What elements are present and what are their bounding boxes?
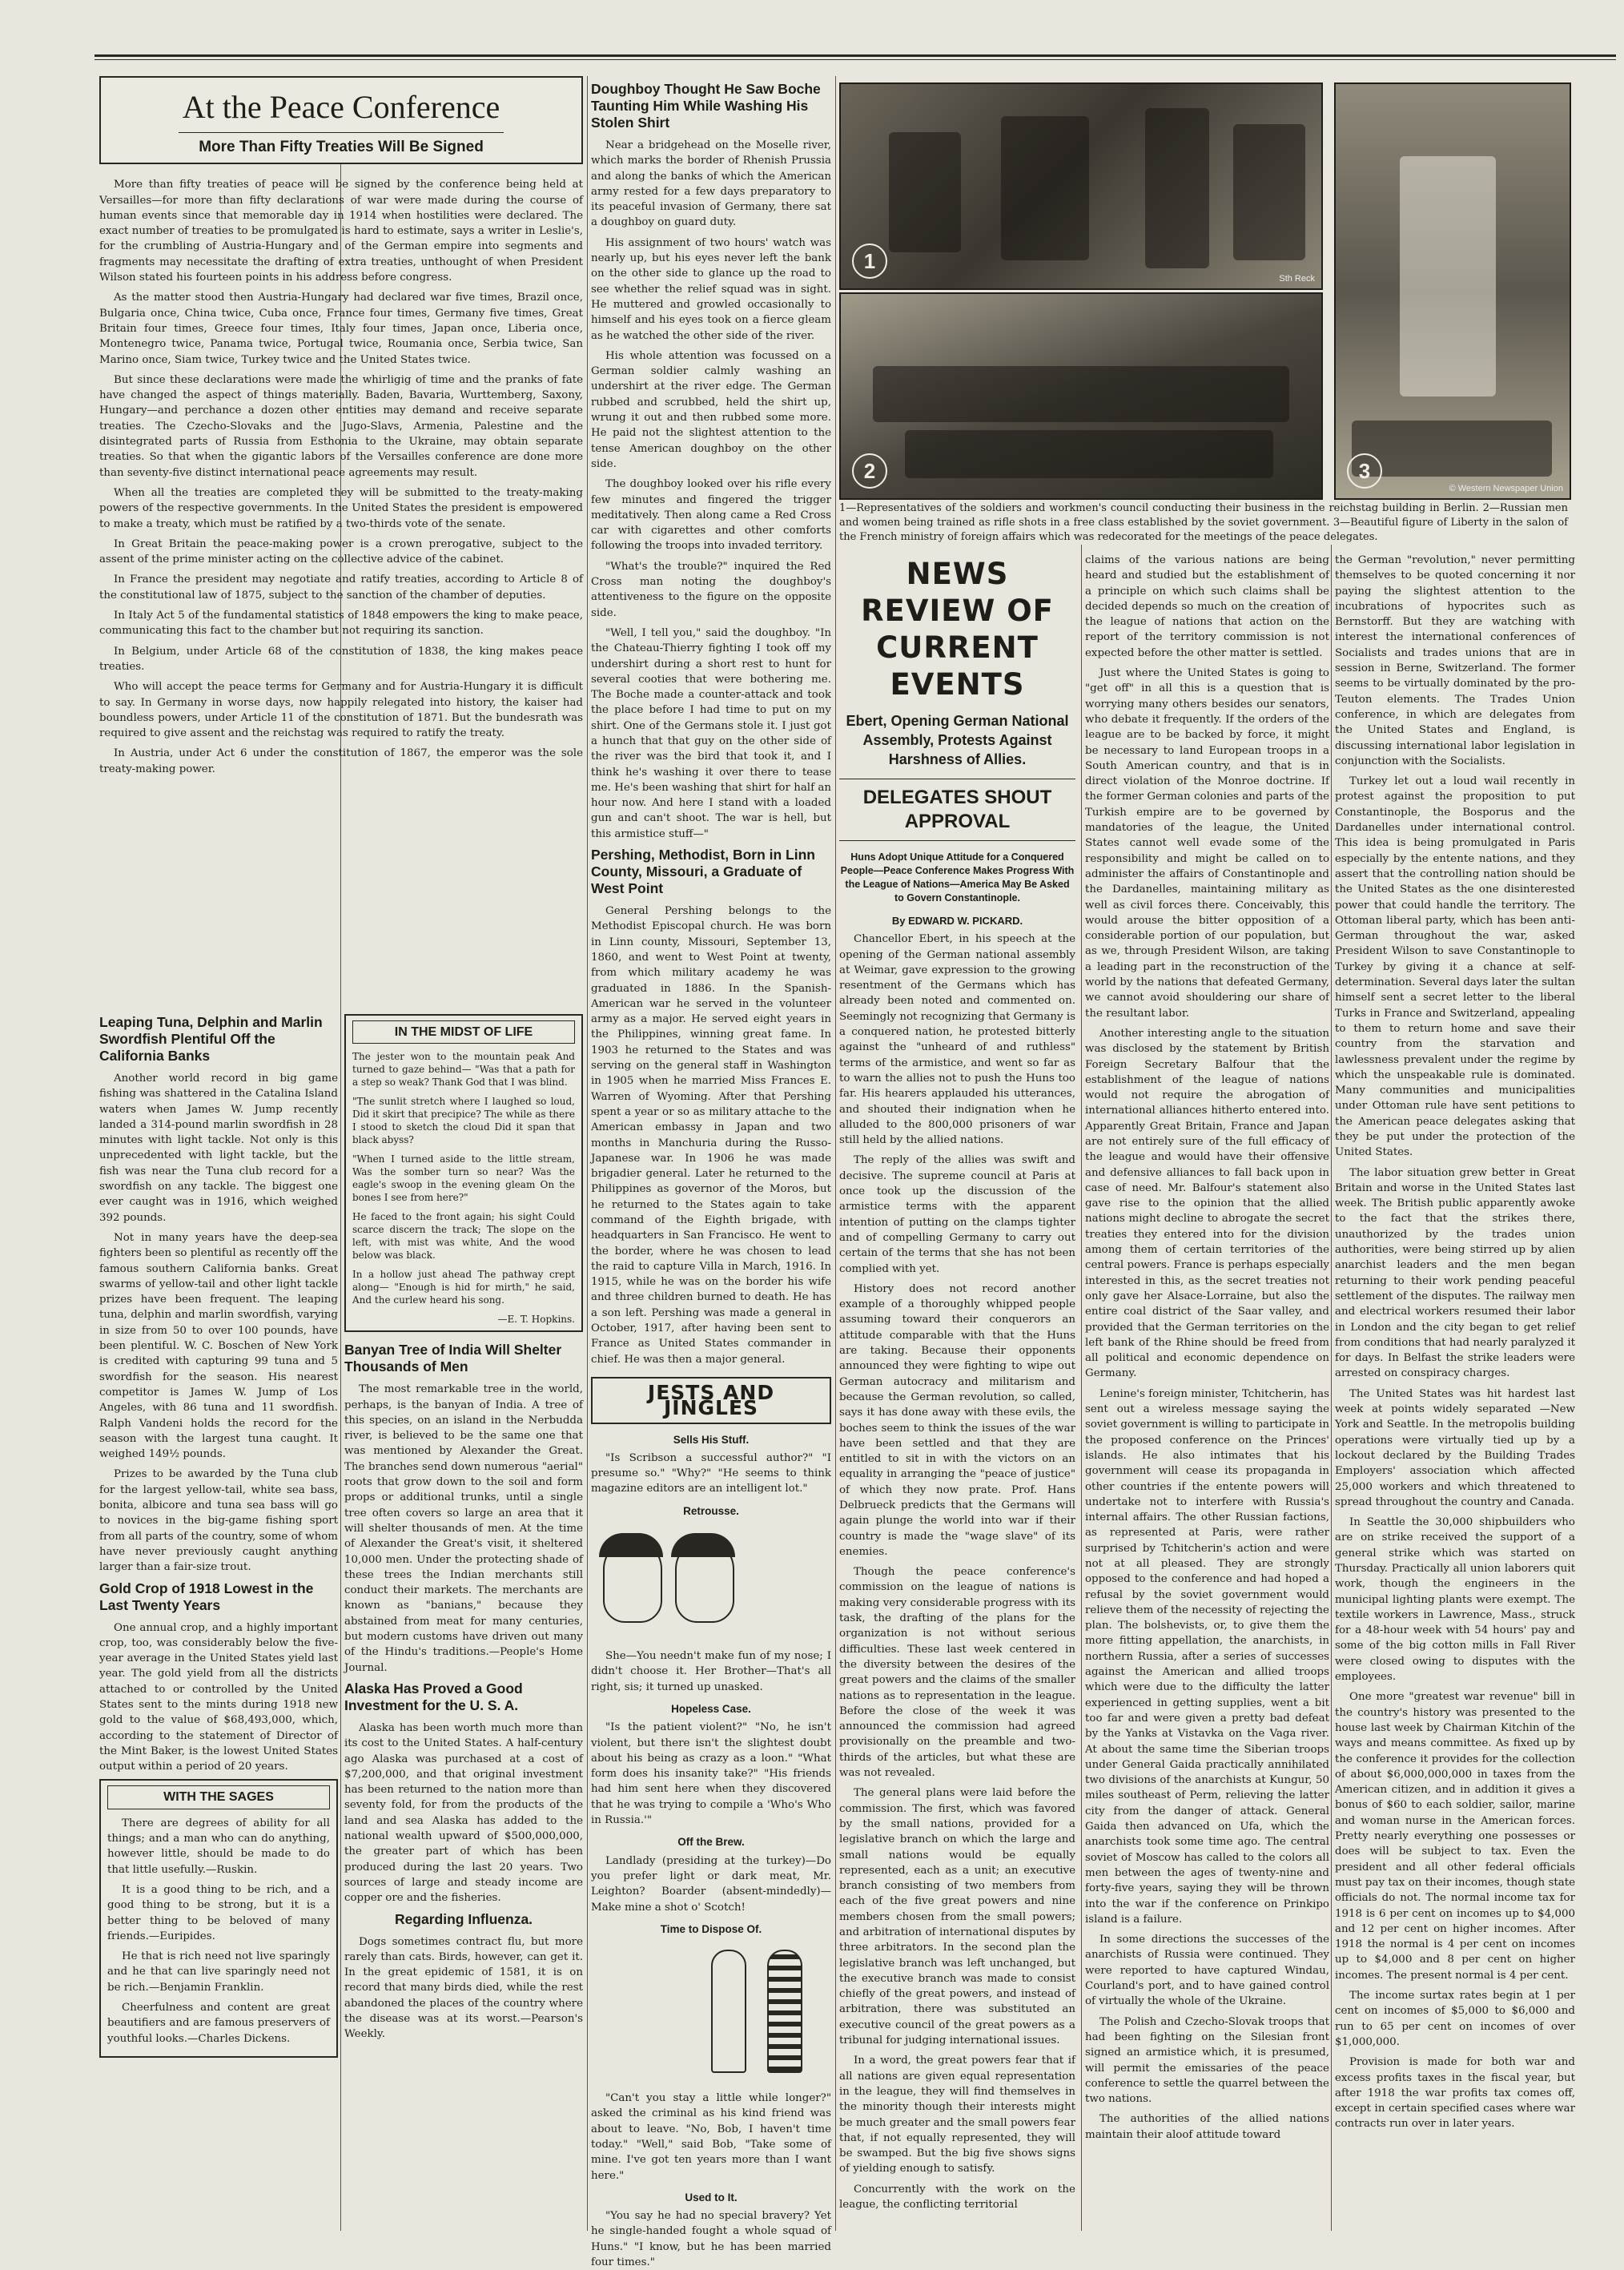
stanza: In a hollow just ahead The pathway crept along— "Enough is hid for mirth," he said, And the curlew heard his song. xyxy=(352,1269,575,1306)
paragraph: claims of the various nations are being heard and studied but the establishment of a principle on which such claims shall be decided depends so much on the creation of the league of nations that action on the report of the territory commission is not expected before the other matter is settled. xyxy=(1085,554,1329,659)
paragraph: More than fifty treaties of peace will be signed by the conference being held at Versailles—for more than fifty declarations of war were made during the course of human events since that memorable day in 1914 when hostilities were declared. The exact number of treaties to be promulgated is hard to estimate, says a writer in Leslie's, for the crumbling of Austria-Hungary and of the German empire into segments and fragments may necessitate the drafting of extra treaties, unthought of when President Wilson stated his fourteen points in his address before congress. xyxy=(99,179,583,284)
paragraph: The labor situation grew better in Great Britain and worse in the United States last week. The British public apparently awoke to the fact that the strikes there, unauthorized by the trades union authorities, were being stirred up by alien anarchist leaders and the men began returning to their work pending peaceful settlement of the disputes. The railway men and electrical workers resumed their labor in London and the city began to get relief from conditions that had nearly paralyzed it for days. In Belfast the strike leaders were arrested on conspiracy charges. xyxy=(1335,1166,1575,1380)
alaska-headline: Alaska Has Proved a Good Investment for the U. S. A. xyxy=(344,1680,523,1713)
paragraph: The United States was hit hardest last week at points widely separated —New York and Seattle. In the metropolis building operations were virtually tied up by a lockout declared by the Building Trades Employers' association which affected 25,000 workers and which threatened to spread throughout the country and Canada. xyxy=(1335,1387,1575,1508)
paragraph: In Austria, under Act 6 under the constitution of 1867, the emperor was the sole treaty-making power. xyxy=(99,747,583,775)
jest-head: Hopeless Case. xyxy=(671,1702,751,1715)
news-review-article xyxy=(839,553,1075,2231)
column-rule xyxy=(1081,545,1082,2231)
jest-head: Sells His Stuff. xyxy=(673,1433,750,1446)
quote: There are degrees of ability for all things; and a man who can do anything, however little, should be made to do that little usefully.—Ruskin. xyxy=(107,1817,330,1876)
paragraph: Turkey let out a loud wail recently in protest against the proposition to put Constantinople, the Bosporus and the Dardanelles under international control. This idea is being promulgated in Paris especially by the entente nations, and they assert that the controlling nation should be the United States as the one disinterested power that could handle the territory. The Ottoman liberal party, which has been anti-German throughout the war, asked President Wilson to save Constantinople to Turkey by giving it a chance at self-determination. Several days later the sultan himself sent a secret letter to the liberal Turks in France and Switzerland, appealing to them to return home and save their country from the starvation and lawlessness prevalent under the regime by which the unspeakable rule is dominated. Many communities and municipalities under Ottoman rule have sent petitions to the American peace delegates asking that they be put under the protection of the United States. xyxy=(1335,775,1575,1159)
news-review-masthead xyxy=(839,556,1075,703)
paragraph: History does not record another example of a thoroughly whipped people assuming toward their conquerors an attitude comparable with that the Huns are taking. Because their opponents announced they were fighting to wipe out German autocracy and militarism and because the German revolution, so called, says it has done away with these evils, the boches seem to think the issues of the war have been settled and that they are entitled to sit in with the victors on an equality in arranging the "peace of justice" of which they now prate. Prof. Hans Delbrueck predicts that the Germans will again plunge the world into war if their country is made the "wage slave" of its enemies. xyxy=(839,1282,1075,1558)
paragraph: His whole attention was focussed on a German soldier calmly washing an undershirt at the river edge. The German rubbed and scrubbed, held the shirt up, wrung it out and then rubbed some more. He paid not the slightest attention to the tense American doughboy on the other side. xyxy=(591,349,831,470)
peace-conference-dek: More Than Fifty Treaties Will Be Signed xyxy=(199,139,484,155)
peace-conference-body xyxy=(99,177,583,777)
photo-liberty xyxy=(1334,83,1571,500)
banyan-headline: Banyan Tree of India Will Shelter Thousands of Men xyxy=(344,1342,562,1375)
column-2-lower xyxy=(344,1009,583,2235)
paragraph: In some directions the successes of the anarchists of Russia were continued. They were reported to have captured Windau, Courland's port, and to have gained control of virtually the whole of the Ukraine. xyxy=(1085,1934,1329,2008)
masthead-line: NEWS REVIEW OF xyxy=(861,557,1054,628)
paragraph: When all the treaties are completed they will be submitted to the treaty-making powers of the respective governments. In the United States the president is empowered to make a treaty, which must be ratified by a two-thirds vote of the senate. xyxy=(99,486,583,530)
paragraph: Though the peace conference's commission on the league of nations is making very considerable progress with its task, the drafting of the plans for the organization is not without serious difficulties. These last week centered in the diversity between the desires of the great powers and the claims of the smaller nations as to representation in the league. Before the close of the week it was announced the commission had agreed provisionally on the preamble and two-thirds of the articles, but what these are was not revealed. xyxy=(839,1566,1075,1780)
jest-text: "You say he had no special bravery? Yet he single-handed fought a whole squad of Huns." "I know, but he has been married four times." xyxy=(591,2210,831,2269)
paragraph: Lenine's foreign minister, Tchitcherin, has sent out a wireless message saying the soviet government is willing to participate in the proposed conference on the Princes' islands. He also intimates that his government will cease its propaganda in other countries if the entente powers will undertake not to interfere with Russia's internal affairs. The other Russian factions, as represented at Paris, were rather surprised by Tchitcherin's action and were not at all pleased. They are strongly opposed to the conference and had hoped a refusal by the soviet government would relieve them of the necessity of rejecting the plan. The bolshevists, or, to give them the more fitting appellation, the anarchists, in northern Russia, after a series of successes against the American and allied troops which were due to the difficulty the latter experienced in getting supplies, went a bit too far and were given a pretty bad defeat by the Yanks at Vistavka on the Vaga river. At about the same time the Siberian troops under General Gaida practically annihilated two divisions of the anarchists at Kungur, 50 miles southeast of Perm, relieving the latter city from the danger of attack. General Gaida then advanced on Ufa, which the anarchists took some time ago. The central soviet of Moscow has called to the colors all men between the ages of twenty-nine and forty-five years, saying they will be thrown into the war if the conference on Prinkipo island is a failure. xyxy=(1085,1387,1329,1926)
jest-text: "Can't you stay a little while longer?" asked the criminal as his kind friend was about to leave. "No, Bob, I haven't time today." "Well," said Bob, "Take some of mine. I've got ten years more than I want here." xyxy=(591,2092,831,2182)
paragraph: Near a bridgehead on the Moselle river, which marks the border of Rhenish Prussia and along the banks of which the American army rested for a few days preparatory to its peaceful invasion of Germany, there sat a doughboy on guard duty. xyxy=(591,139,831,229)
column-1-lower xyxy=(99,1009,338,2235)
column-6 xyxy=(1335,553,1575,2231)
column-rule xyxy=(835,76,836,2231)
midst-of-life-box xyxy=(344,1014,583,1332)
paragraph: His assignment of two hours' watch was nearly up, but his eyes never left the bank on the other side to glance up the road to see whether the relief squad was in sight. He muttered and growled occasionally to himself and his eyes took on a fierce gleam as he watched the other side of the river. xyxy=(591,236,831,342)
paragraph: In a word, the great powers fear that if all nations are given equal representation in the league, they will find themselves in the minority though their interests might be much greater and the small powers fear that, if not equally represented, they will be swamped. But the big five shows signs of yielding enough to satisfy. xyxy=(839,2055,1075,2175)
top-rule xyxy=(94,54,1616,57)
top-rule-thin xyxy=(94,59,1616,60)
figure-shape xyxy=(711,1950,746,2073)
tuna-headline: Leaping Tuna, Delphin and Marlin Swordfish Plentiful Off the California Banks xyxy=(99,1014,323,1064)
paragraph: The most remarkable tree in the world, perhaps, is the banyan of India. A tree of this species, on an island in the Nerbudda river, is believed to be the same one that was mentioned by Alexander the Great. The branches send down numerous "aerial" roots that grow down to the soil and form props or additional trunks, until a single tree often covers so large an area that it will shelter thousands of men. At the time of Alexander the Great's visit, it sheltered 10,000 men. Under the protecting shade of these trees the Indian merchants still conduct their markets. The merchants are known as "banians," because they abstained from meat for many centuries, but modern customs have driven out many of the Hindu's traditions.—People's Home Journal. xyxy=(344,1383,583,1674)
column-rule xyxy=(587,76,588,2231)
paragraph: General Pershing belongs to the Methodist Episcopal church. He was born in Linn county, Missouri, September 13, 1860, and went to West Point at twenty, from which military academy he was graduated in 1886. In the Spanish-American war he served in the volunteer army as a major. He served eight years in the Philippines, winning great fame. In 1903 he returned to the States and was serving on the general staff in Washington in 1905 when he married Miss Frances E. Warren of Wyoming. After that Pershing spent a year or so as military attache to the American embassy in Japan and two months in Manchuria during the Russo-Japanese war. In 1906 he was made brigadier general. Later he returned to the Philippines as governor of the Moros, but he returned to the States again to take command of the Eighth brigade, with headquarters in San Francisco. He went to the border, where he was chosen to lead the raid to capture Villa in March, 1916. In 1915, while he was on the border his wife and three children burned to death. He has a son left. Pershing was made a general in October, 1917, after having been sent to France as United States commander in chief. He was then a major general. xyxy=(591,905,831,1366)
sages-box xyxy=(99,1779,338,2057)
paragraph: The doughboy looked over his rifle every few minutes and fingered the trigger meditatively. Then along came a Red Cross car with cigarettes and other comforts following the troops into invaded territory. xyxy=(591,478,831,553)
paragraph: Dogs sometimes contract flu, but more rarely than cats. Birds, however, can get it. In the great epidemic of 1581, it is on record that many birds died, while the rest abandoned the places of the country where the disease was at its worst.—Pearson's Weekly. xyxy=(344,1935,583,2041)
paragraph: Another interesting angle to the situation was disclosed by the statement by British Foreign Secretary Balfour that the establishment of the league of nations would not require the abrogation of international alliances hitherto entered into. Apparently Great Britain, France and Japan are not entirely sure of the full efficacy of the league and would have their offensive and defensive alliances to fall back upon in case of need. Mr. Balfour's statement also gave rise to the opinion that the allied nations might decline to abrogate the secret treaties they entered into for the division among them of certain territories of the central powers. France is perhaps especially interested in this, as the secret treaties not only gave her Alsace-Lorraine, but also the entire coal district of the Saar valley, and provided that the German territories on the left bank of the Rhine should be freed from all political and economic dependence on Germany. xyxy=(1085,1027,1329,1380)
paragraph: In Belgium, under Article 68 of the constitution of 1838, the king makes peace treaties. xyxy=(99,645,583,673)
paragraph: Just where the United States is going to "get off" in all this is a question that is worrying many others besides our senators, who debate it frequently. If the orders of the league are to be backed by force, it might be necessary to land European troops in a South American country, and that is in direct violation of the Monroe doctrine. If the former German colonies and parts of the Turkish empire are to be governed by mandatories of the league, the United States cannot well evade some of the responsibility and might be called on to administer the affairs of Constantinople and the Dardanelles, maintaining military as well as civil forces there. Conceivably, this would arouse the bitter opposition of a considerable portion of our population, but as we, through President Wilson, are taking a leading part in the reconstruction of the world by the nations that defeated Germany, we cannot avoid shouldering our share of the resultant labor. xyxy=(1085,667,1329,1020)
news-review-deck: Ebert, Opening German National Assembly, Protests Against Harshness of Allies. xyxy=(846,713,1069,767)
photo-reichstag xyxy=(839,83,1323,290)
influenza-headline: Regarding Influenza. xyxy=(394,1910,533,1927)
jest-text: Landlady (presiding at the turkey)—Do you prefer light or dark meat, Mr. Leighton? Boarder (absent-mindedly)—Make mine a shot o' Scotch! xyxy=(591,1854,831,1914)
jest-head: Time to Dispose Of. xyxy=(660,1922,762,1935)
face-shape xyxy=(675,1539,734,1623)
paragraph: In Italy Act 5 of the fundamental statistics of 1848 empowers the king to make peace, communicating this fact to the chamber but not requiring its sanction. xyxy=(99,610,583,638)
stanza: The jester won to the mountain peak And turned to gaze behind— "Was that a path for a step so weak? Thank God that I was blind. xyxy=(352,1051,575,1089)
masthead-line: CURRENT EVENTS xyxy=(876,630,1039,702)
photo-credit: © Western Newspaper Union xyxy=(1449,484,1563,493)
peace-conference-title: At the Peace Conference xyxy=(182,89,500,125)
figure-shape xyxy=(1001,116,1089,260)
figure-shape xyxy=(873,366,1289,422)
photo-rifle-training xyxy=(839,292,1323,500)
statue-shape xyxy=(1400,156,1496,396)
gold-headline: Gold Crop of 1918 Lowest in the Last Twenty Years xyxy=(99,1580,314,1613)
paragraph: Concurrently with the work on the league, the conflicting territorial xyxy=(839,2183,1075,2212)
column-5 xyxy=(1085,553,1329,2231)
figure-shape xyxy=(1233,124,1305,260)
paragraph: Not in many years have the deep-sea fighters been so plentiful as recently off the famous southern California banks. Great swarms of yellow-tail and other light tackle prizes have been frequent. The leaping tuna, delphin and marlin swordfish, varying in size from 50 to over 100 pounds, have been plentiful. W. C. Boschen of New York is credited with capturing 99 tuna and 5 swordfish for the season. His nearest competitor is James W. Jump of Los Angeles, with 86 tuna and 11 swordfish. Ralph Vandeni holds the record for the season with the largest tuna caught. It weighed 149½ pounds. xyxy=(99,1231,338,1461)
jest-head: Retrousse. xyxy=(683,1504,739,1517)
stanza: "The sunlit stretch where I laughed so loud, Did it skirt that precipice? The while as there I stood to sketch the cloud Did it span that black abyss? xyxy=(352,1096,575,1146)
paragraph: As the matter stood then Austria-Hungary had declared war five times, Brazil once, Bulgaria once, China twice, Cuba once, France four times, Germany five times, Great Britain four times, Greece four times, Italy four times, Japan once, Liberia once, Montenegro twice, Panama twice, Portugal twice, Roumania once, Serbia twice, San Marino once, Siam twice, Turkey twice and the United States twice. xyxy=(99,292,583,366)
paragraph: But since these declarations were made the whirligig of time and the pranks of fate have changed the aspect of things materially. Baden, Bavaria, Wurttemberg, Saxony, Hungary—and perchance a dozen other entities may demand and receive separate treaties. The Czecho-Slovaks and the Jugo-Slavs, Armenia, Palestine and the disintegrated parts of Russia from Esthonia to the Ukraine, may obtain separate treaties. So that when the gigantic labors of the Versailles conference are done more than seventy-five distinct international peace agreements may result. xyxy=(99,373,583,479)
midst-title: IN THE MIDST OF LIFE xyxy=(352,1020,575,1044)
prisoner-figure xyxy=(767,1950,802,2073)
quote: It is a good thing to be rich, and a good thing to be strong, but it is a better thing to be beloved of many friends.—Euripides. xyxy=(107,1883,330,1942)
cartoon-illustration xyxy=(591,1523,831,1644)
news-review-deck-3: Huns Adopt Unique Attitude for a Conquered People—Peace Conference Makes Progress With the League of Nations—America May Be Asked to Govern Constantinople. xyxy=(840,851,1075,904)
paragraph: In Great Britain the peace-making power is a crown prerogative, subject to the assent of the prime minister acting on the collective advice of the cabinet. xyxy=(99,537,583,566)
jest-head: Used to It. xyxy=(685,2191,738,2204)
paragraph: The income surtax rates begin at 1 per cent on incomes of $5,000 to $6,000 and run to 65 per cent on incomes of over $1,000,000. xyxy=(1335,1990,1575,2048)
photo-number: 1 xyxy=(852,244,887,279)
paragraph: "Well, I tell you," said the doughboy. "In the Chateau-Thierry fighting I took off my undershirt during a short rest to hunt for several cooties that were bothering me. The Boche made a counter-attack and took the place before I had time to put on my shirt. One of the Germans stole it. I just got a hunch that that guy on the other side of the river was the bird that took it, and I think he's washing it over there to tease me. He's been washing that shirt for half an hour now. And here I stand with a loaded gun and can't shoot. The war is hell, but this armistice stuff—" xyxy=(591,626,831,840)
paragraph: The authorities of the allied nations maintain their aloof attitude toward xyxy=(1085,2113,1329,2141)
divider xyxy=(179,132,504,133)
jest-text: "Is the patient violent?" "No, he isn't violent, but there isn't the slightest doubt about his being as crazy as a loon." "What form does his insanity take?" "His friends had him sent here when they discovered that he was trying to compile a 'Who's Who in Russia.'" xyxy=(591,1721,831,1827)
peace-conference-article xyxy=(99,76,583,997)
paragraph: In Seattle the 30,000 shipbuilders who are on strike received the support of a general strike which was started on Thursday. Practically all union laborers quit work, though the engineers in the municipal lighting plants were exempt. The textile workers in Lawrence, Mass., struck for a 48-hour week with 54 hours' pay and some of the big cotton mills in Fall River were closed owing to disputes with the employees. xyxy=(1335,1516,1575,1684)
photo-caption: 1—Representatives of the soldiers and workmen's council conducting their business in the reichstag building in Berlin. 2—Russian men and women being trained as rifle shots in a free class established by the soviet government. 3—Beautiful figure of Liberty in the salon of the French ministry of foreign affairs which was redecorated for the meetings of the peace delegates. xyxy=(839,502,1568,543)
paragraph: In France the president may negotiate and ratify treaties, according to Article 8 of the constitutional law of 1875, subject to the sanction of the chamber of deputies. xyxy=(99,574,583,602)
paragraph: Chancellor Ebert, in his speech at the opening of the German national assembly at Weimar, gave expression to the growing resentment of the Germans which has already been noted and commented on. Seemingly not recognizing that Germany is a conquered nation, he protested bitterly against the "unheard of and ruthless" terms of the armistice, and went so far as to warn the allies not to push the Huns too far. His hearers applauded his utterances, and shouted their indignation when he alluded to the 800,000 prisoners of war still held by the allied nations. xyxy=(839,933,1075,1147)
poem-credit: —E. T. Hopkins. xyxy=(497,1314,575,1326)
quote: Cheerfulness and content are great beautifiers and are famous preservers of youthful looks.—Charles Dickens. xyxy=(107,2002,330,2045)
jest-text: She—You needn't make fun of my nose; I didn't choose it. Her Brother—That's all right, sis; it turned up unasked. xyxy=(591,1650,831,1693)
paragraph: Alaska has been worth much more than its cost to the United States. A half-century ago Alaska was purchased at a cost of $7,200,000, and that original investment has been returned to the nation more than seventy fold, for from the products of the land and sea Alaska has added to the national wealth upward of $500,000,000, the greater part of which has been produced during the last 20 years. Two sources of large and steady income are copper ore and the fisheries. xyxy=(344,1721,583,1905)
news-review-deck-2: DELEGATES SHOUT APPROVAL xyxy=(839,779,1075,841)
paragraph: Prizes to be awarded by the Tuna club for the largest yellow-tail, white sea bass, bonita, albicore and tuna sea bass will go to novices in the big-game fishing sport from all parts of the country, some of whom have never previously caught anything larger than a fair-size trout. xyxy=(99,1468,338,1574)
photo-number: 3 xyxy=(1347,453,1382,489)
figure-shape xyxy=(1145,108,1209,268)
paragraph: Provision is made for both war and excess profits taxes in the fiscal year, but after 1918 the war profits tax comes off, except in certain specified cases where war contracts run over in later years. xyxy=(1335,2056,1575,2131)
poem xyxy=(352,1050,575,1326)
quote: He that is rich need not live sparingly and he that can live sparingly need not be rich.—Benjamin Franklin. xyxy=(107,1950,330,1994)
photo-block xyxy=(839,76,1568,497)
peace-conference-headbox xyxy=(99,76,583,164)
doughboy-headline: Doughboy Thought He Saw Boche Taunting Him While Washing His Stolen Shirt xyxy=(591,81,821,131)
paragraph: The general plans were laid before the commission. The first, which was favored by the small nations, provided for a legislative branch on which the large and small nations would be equally represented, each as a unit; an executive branch consisting of two members from each of the five great powers and nine members chosen from the small powers; and arbitration of international disputes by three arbitrators. In the second plan the legislative branch was left unchanged, but the executive branch was made to consist chiefly of the great powers, and instead of arbitration, there was substituted an executive council of the great powers as a tribunal for judging international issues. xyxy=(839,1787,1075,2047)
photo-credit: Sth Reck xyxy=(1279,274,1315,284)
column-3 xyxy=(591,76,831,2269)
stanza: He faced to the front again; his sight Could scarce discern the track; The slope on the left, with mist was white, And the wood below was black. xyxy=(352,1211,575,1262)
jest-head: Off the Brew. xyxy=(677,1836,745,1849)
paragraph: Who will accept the peace terms for Germany and for Austria-Hungary it is difficult to say. In Germany in worse days, now happily relegated into history, the kaiser had boundless powers, under Article 11 of the constitution of 1871. But the bundesrath was required to give assent and the reichstag was required to ratify the treaty. xyxy=(99,681,583,740)
paragraph: The reply of the allies was swift and decisive. The supreme council at Paris at once took up the discussion of the armistice terms with the apparent intention of putting on the clamps tighter and of compelling Germany to carry out certain of the terms that she has not been complied with yet. xyxy=(839,1154,1075,1275)
photo-number: 2 xyxy=(852,453,887,489)
paragraph: the German "revolution," never permitting themselves to be quoted concerning it nor paying the slightest attention to the incubrations of hypocrites such as Bernstorff. But they are watching with interest the international conferences of Socialists and trades unions that are in session in Berne, Switzerland. The former seems to be virtually dominated by the pro-Teuton elements. The Trades Union conference, in which are delegates from the United States and England, is discussing international labor legislation in conjunction with the Socialists. xyxy=(1335,554,1575,767)
paragraph: One annual crop, and a highly important crop, too, was considerably below the five-year average in the United States yield last year. The gold yield from all the districts attached to or controlled by the United States sent to the mints during 1918 new gold to the value of $68,493,000, which, according to the statement of Director of the Mint Baker, is the lowest United States output within a period of 20 years. xyxy=(99,1621,338,1773)
sages-title: WITH THE SAGES xyxy=(107,1785,330,1809)
figure-shape xyxy=(905,430,1273,478)
paragraph: The Polish and Czecho-Slovak troops that had been fighting on the Silesian front signed an armistice which, it is presumed, will permit the emissaries of the peace conference to settle the quarrel between the two nations. xyxy=(1085,2015,1329,2106)
jest-text: "Is Scribson a successful author?" "I presume so." "Why?" "He seems to think magazine editors are an intelligent lot." xyxy=(591,1451,831,1495)
byline: By EDWARD W. PICKARD. xyxy=(891,915,1023,927)
stanza: "When I turned aside to the little stream, Was the somber turn so near? Was the eagle's swoop in the evening gleam On the bones I see from here?" xyxy=(352,1153,575,1204)
figure-shape xyxy=(889,132,961,252)
paragraph: "What's the trouble?" inquired the Red Cross man noting the doughboy's attentiveness to the figure on the opposite side. xyxy=(591,560,831,619)
jests-title: JESTS AND JINGLES xyxy=(591,1377,831,1424)
pershing-headline: Pershing, Methodist, Born in Linn County, Missouri, a Graduate of West Point xyxy=(591,847,815,897)
face-shape xyxy=(603,1539,662,1623)
column-rule xyxy=(1331,545,1332,2231)
paragraph: Another world record in big game fishing was shattered in the Catalina Island waters when James W. Jump recently landed a 314-pound marlin swordfish in 28 minutes with light tackle. Not only is this unprecedented with light tackle, but the fish was near the Tuna club record for a swordfish on any tackle. The biggest one ever caught was in 1916, which weighed 392 pounds. xyxy=(99,1073,338,1224)
cartoon-illustration xyxy=(591,1942,831,2086)
paragraph: One more "greatest war revenue" bill in the country's history was presented to the house last week by Chairman Kitchin of the ways and means committee. As fixed up by the conference it provides for the collection of about $6,000,000,000 in taxes from the American citizen, and in addition it gives a bonus of $60 to each soldier, sailor, marine and woman nurse in the American forces. Pretty nearly everything one possesses or does will be subject to tax. Even the president and all other federal officials must pay tax on their incomes, though state officials do not. The normal income tax for 1918 is 6 per cent on incomes up to $4,000 and 12 per cent on higher incomes. After 1918 the normal is 4 per cent on incomes up to $4,000 and 8 per cent on higher incomes. The present normal is 4 per cent. xyxy=(1335,1691,1575,1982)
